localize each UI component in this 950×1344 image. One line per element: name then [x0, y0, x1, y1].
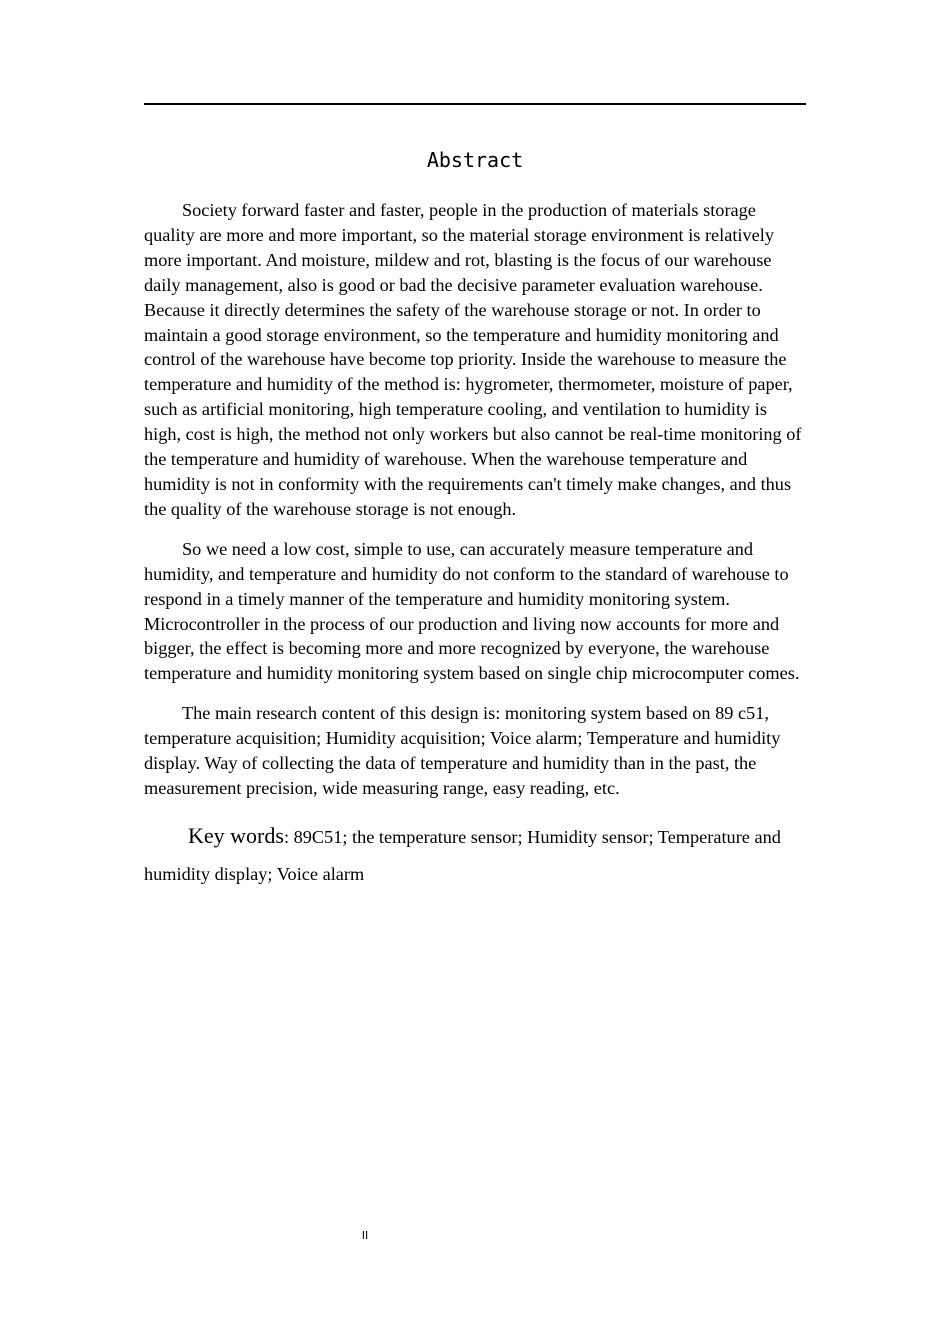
abstract-body — [144, 198, 806, 893]
abstract-title: Abstract — [426, 148, 524, 172]
keywords — [144, 817, 806, 893]
keywords-label: Key words — [188, 822, 284, 848]
abstract-paragraph-3: The main research content of this design is: monitoring system based on 89 c51, temperature acquisition; Humidity acquisition; Voice alarm; Temperature and humidity display. Way of collecting the data of temperature and humidity than in the past, the measurement precision, wide measuring range, easy reading, etc. — [144, 703, 781, 798]
header-rule — [144, 103, 806, 105]
abstract-paragraph-1: Society forward faster and faster, people in the production of materials storage quality are more and more important, so the material storage environment is relatively more important. And moisture, mildew and rot, blasting is the focus of our warehouse daily management, also is good or bad the decisive parameter evaluation warehouse. Because it directly determines the safety of the warehouse storage or not. In order to maintain a good storage environment, so the temperature and humidity monitoring and control of the warehouse have become top priority. Inside the warehouse to measure the temperature and humidity of the method is: hygrometer, thermometer, moisture of paper, such as artificial monitoring, high temperature cooling, and ventilation to humidity is high, cost is high, the method not only workers but also cannot be real-time monitoring of the temperature and humidity of warehouse. When the warehouse temperature and humidity is not in conformity with the requirements can't timely make changes, and thus the quality of the warehouse storage is not enough. — [144, 200, 802, 519]
abstract-paragraph-2: So we need a low cost, simple to use, can accurately measure temperature and humidity, and temperature and humidity do not conform to the standard of warehouse to respond in a timely manner of the temperature and humidity monitoring system. Microcontroller in the process of our production and living now accounts for more and bigger, the effect is becoming more and more recognized by everyone, the warehouse temperature and humidity monitoring system based on single chip microcomputer comes. — [144, 538, 800, 684]
keywords-text: : 89C51; the temperature sensor; Humidity sensor; Temperature and humidity display; Voice alarm — [144, 826, 781, 884]
page-number: II — [361, 1229, 369, 1242]
